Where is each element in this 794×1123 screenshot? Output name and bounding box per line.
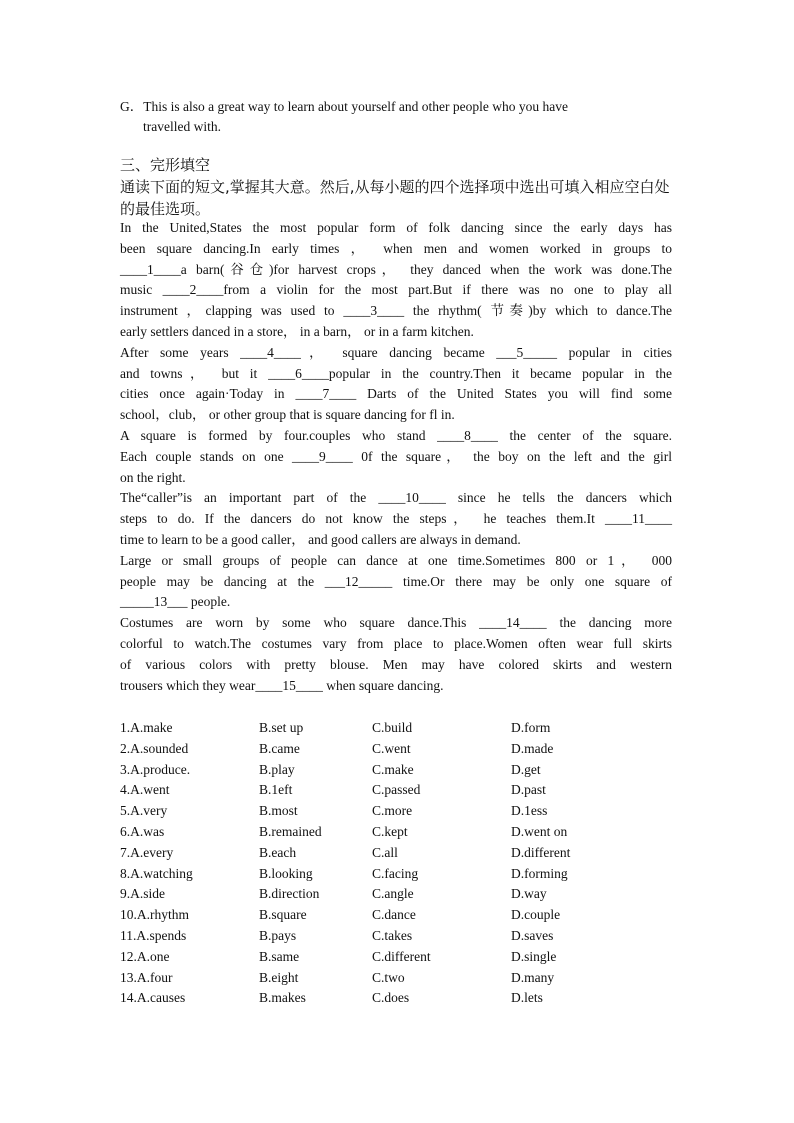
passage-line: Each couple stands on one ____9____ 0f the square， the boy on the left and the girl — [120, 448, 672, 464]
option-b: B.pays — [259, 927, 297, 943]
option-c: C.dance — [372, 907, 416, 923]
option-g-line-2: travelled with. — [143, 119, 221, 134]
question-row — [120, 780, 631, 801]
option-a: 7.A.every — [120, 844, 174, 860]
option-a: 12.A.one — [120, 948, 170, 964]
option-b: B.eight — [259, 969, 299, 985]
option-a: 4.A.went — [120, 782, 170, 798]
option-d: D.couple — [511, 907, 561, 923]
passage-line: The“caller”is an important part of the ____10____ since he tells the dancers which — [120, 490, 672, 506]
option-d: D.lets — [511, 990, 543, 1006]
option-a: 6.A.was — [120, 823, 165, 839]
question-row — [120, 884, 631, 905]
passage-line: _____13___ people. — [120, 594, 231, 610]
cloze-passage — [120, 218, 672, 696]
passage-line: on the right. — [120, 469, 186, 485]
question-row — [120, 718, 631, 739]
passage-line: cities once again·Today in ____7____ Darts of the United States you will find some — [120, 386, 672, 402]
question-row — [120, 926, 631, 947]
option-d: D.1ess — [511, 803, 548, 819]
option-b: B.square — [259, 907, 307, 923]
passage-line: been square dancing.In early times ， when men and women worked in groups to — [120, 240, 672, 256]
option-a: 2.A.sounded — [120, 740, 189, 756]
passage-line: of various colors with pretty blouse. Men may have colored skirts and western — [120, 656, 672, 672]
passage-line: colorful to watch.The costumes vary from place to place.Women often wear full skirts — [120, 635, 672, 651]
passage-line: After some years ____4____， square dancing became ___5_____ popular in cities — [120, 344, 672, 360]
question-row — [120, 822, 631, 843]
option-d: D.saves — [511, 927, 554, 943]
answer-options — [120, 718, 631, 1009]
option-b: B.most — [259, 803, 298, 819]
option-c: C.more — [372, 803, 413, 819]
option-d: D.way — [511, 886, 547, 902]
option-c: C.different — [372, 948, 431, 964]
option-d: D.went on — [511, 823, 568, 839]
passage-line: people may be dancing at the ___12_____ time.Or there may be only one square of — [120, 573, 672, 589]
question-row — [120, 968, 631, 989]
option-b: B.1eft — [259, 782, 293, 798]
option-d: D.many — [511, 969, 555, 985]
option-b: B.set up — [259, 720, 304, 735]
option-a: 8.A.watching — [120, 865, 193, 881]
option-c: C.takes — [372, 927, 413, 943]
passage-line: steps to do. If the dancers do not know the steps， he teaches them.It ____11____ — [120, 511, 672, 527]
option-d: D.forming — [511, 865, 568, 881]
question-row — [120, 760, 631, 781]
passage-line: trousers which they wear____15____ when square dancing. — [120, 677, 444, 693]
option-a: 11.A.spends — [120, 927, 187, 943]
option-a: 1.A.make — [120, 720, 173, 735]
question-row — [120, 947, 631, 968]
question-row — [120, 864, 631, 885]
passage-line: instrument ，clapping was used to ____3____ the rhythm( 节奏)by which to dance.The — [120, 303, 672, 319]
passage-line: time to learn to be a good caller， and good callers are always in demand. — [120, 531, 521, 547]
question-row — [120, 843, 631, 864]
passage-line: Costumes are worn by some who square dance.This ____14____ the dancing more — [120, 615, 672, 631]
option-b: B.makes — [259, 990, 306, 1006]
option-d: D.get — [511, 761, 541, 777]
option-a: 14.A.causes — [120, 990, 186, 1006]
option-c: C.went — [372, 740, 411, 756]
passage-line: school，club， or other group that is square dancing for fl in. — [120, 407, 455, 423]
option-g-line-1: G．This is also a great way to learn about yourself and other people who you have — [120, 99, 568, 114]
option-c: C.kept — [372, 823, 408, 839]
option-c: C.make — [372, 761, 414, 777]
option-c: C.facing — [372, 865, 419, 881]
option-a: 5.A.very — [120, 803, 168, 819]
option-b: B.each — [259, 844, 297, 860]
option-c: C.two — [372, 969, 405, 985]
option-b: B.direction — [259, 886, 320, 902]
option-c: C.build — [372, 720, 413, 735]
option-d: D.made — [511, 740, 554, 756]
option-c: C.angle — [372, 886, 414, 902]
option-d: D.single — [511, 948, 557, 964]
passage-line: and towns， but it ____6____popular in the country.Then it became popular in the — [120, 365, 672, 381]
section-title: 三、完形填空 — [120, 156, 211, 174]
passage-line: Large or small groups of people can dance at one time.Sometimes 800 or 1， 000 — [120, 552, 672, 568]
option-b: B.came — [259, 740, 300, 756]
option-b: B.same — [259, 948, 300, 964]
option-b: B.play — [259, 761, 295, 777]
passage-line: early settlers danced in a store， in a barn， or in a farm kitchen. — [120, 323, 474, 339]
option-c: C.all — [372, 844, 398, 860]
passage-line: In the United,States the most popular form of folk dancing since the early days has — [120, 220, 672, 235]
option-a: 3.A.produce. — [120, 761, 191, 777]
passage-line: A square is formed by four.couples who stand ____8____ the center of the square. — [120, 427, 672, 443]
option-b: B.remained — [259, 823, 322, 839]
option-c: C.does — [372, 990, 410, 1006]
option-a: 10.A.rhythm — [120, 907, 189, 923]
question-row — [120, 801, 631, 822]
question-row — [120, 905, 631, 926]
question-row — [120, 739, 631, 760]
option-d: D.different — [511, 844, 571, 860]
option-c: C.passed — [372, 782, 421, 798]
option-a: 9.A.side — [120, 886, 165, 902]
option-d: D.form — [511, 720, 551, 735]
passage-line: ____1____a barn(谷仓)for harvest crops， they danced when the work was done.The — [120, 261, 672, 277]
option-a: 13.A.four — [120, 969, 173, 985]
section-instruction: 通读下面的短文,掌握其大意。然后,从每小题的四个选择项中选出可填入相应空白处的最佳选项。 — [120, 178, 670, 218]
option-d: D.past — [511, 782, 546, 798]
passage-line: music ____2____from a violin for the most part.But if there was no one to play all — [120, 282, 672, 298]
option-b: B.looking — [259, 865, 313, 881]
question-row — [120, 988, 631, 1009]
